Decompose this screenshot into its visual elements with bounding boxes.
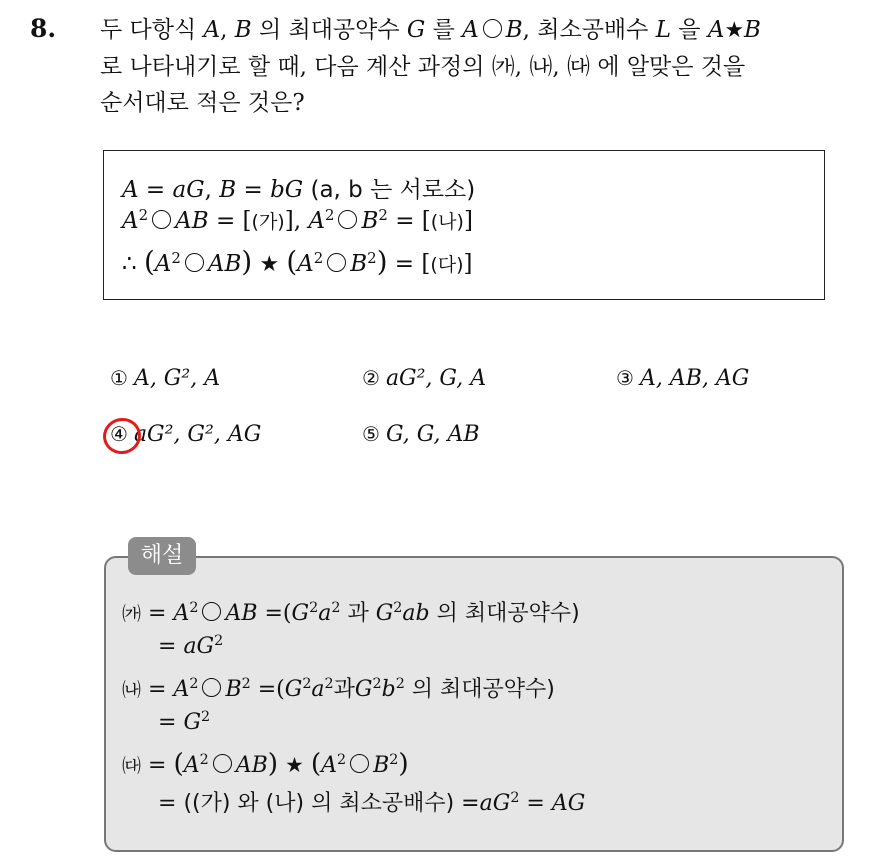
solution-line-3: ㈏ = $A^2$ $B^2 =(G^2a^2$과$G^2b^2$ 의 최대공약수) <box>122 676 555 702</box>
question-text <box>100 12 870 121</box>
solution-line-4: = $G^2$ <box>158 709 211 735</box>
solution-box <box>104 556 844 852</box>
choice-1[interactable]: ① A, G², A <box>110 366 221 391</box>
solution-line-6: = ((가) 와 (나) 의 최소공배수) $=aG^2$ = AG <box>158 790 586 816</box>
circle-icon <box>327 253 346 272</box>
star-icon: ★ <box>285 753 304 777</box>
solution-line-1: ㈎ = $A^2$ AB $=(G^2a^2$ 과 $G^2ab$ 의 최대공약수) <box>122 600 580 626</box>
circle-icon <box>202 678 221 697</box>
solution-line-2: = $aG^2$ <box>158 633 224 659</box>
circle-icon <box>152 210 171 229</box>
choice-4[interactable]: ④ aG², G², AG <box>110 422 262 447</box>
question-number: 8. <box>30 14 57 43</box>
solution-tag: 해설 <box>128 537 196 575</box>
circle-icon <box>350 754 369 773</box>
choice-2[interactable]: ② aG², G, A <box>362 366 487 391</box>
circle-icon <box>213 754 232 773</box>
selected-answer-mark <box>100 414 145 457</box>
circle-icon <box>185 253 204 272</box>
lcm-star-icon: ★ <box>724 18 745 43</box>
star-icon: ★ <box>259 252 280 277</box>
calculation-box <box>103 150 825 300</box>
circle-icon <box>202 602 221 621</box>
box-row-2: $A^2$ AB = [(가)], $A^2$ $B^2$ = [(나)] <box>122 205 473 234</box>
box-row-1: A = aG, B = bG (a, b 는 서로소) <box>122 177 476 203</box>
gcd-circle-icon <box>483 19 502 38</box>
choice-3[interactable]: ③ A, AB, AG <box>616 366 750 391</box>
box-row-3: ∴ ($A^2$ AB) ★ ($A^2$ $B^2$) = [(다)] <box>122 245 473 278</box>
question-line-2: 로 나타내기로 할 때, 다음 계산 과정의 ㈎, ㈏, ㈐ 에 알맞은 것을 <box>100 54 746 80</box>
circle-icon <box>338 210 357 229</box>
question-line-3: 순서대로 적은 것은? <box>100 90 305 116</box>
question-line-1: 두 다항식 A, B 의 최대공약수 G 를 A B, 최소공배수 L 을 A★B <box>100 17 761 43</box>
solution-line-5: ㈐ = ($A^2$ AB) ★ ($A^2$ $B^2$) <box>122 748 409 779</box>
choice-5[interactable]: ⑤ G, G, AB <box>362 422 480 447</box>
